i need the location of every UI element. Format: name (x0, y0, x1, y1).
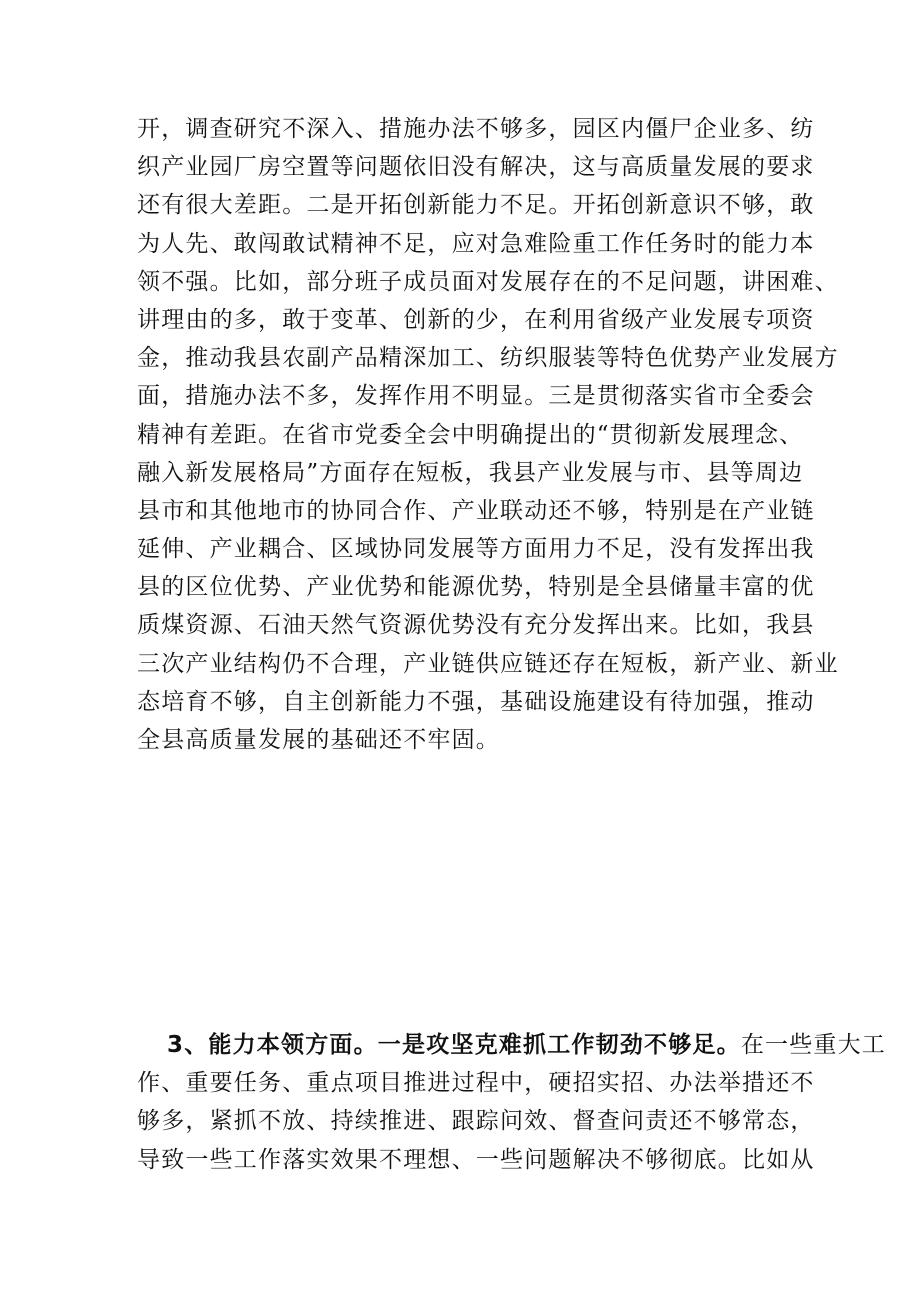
text-line: 为人先、敢闯敢试精神不足，应对急难险重工作任务时的能力本 (137, 230, 815, 257)
text-line: 态培育不够，自主创新能力不强，基础设施建设有待加强，推动 (137, 688, 815, 715)
text-line: 县的区位优势、产业优势和能源优势，特别是全县储量丰富的优 (137, 574, 815, 601)
text-line: 织产业园厂房空置等问题依旧没有解决，这与高质量发展的要求 (137, 154, 815, 181)
text-line: 开，调查研究不深入、措施办法不够多，园区内僵尸企业多、纺 (137, 116, 815, 142)
text-line-first (137, 1026, 887, 1064)
text-line: 质煤资源、石油天然气资源优势没有充分发挥出来。比如，我县 (137, 612, 815, 639)
text-line: 金，推动我县农副产品精深加工、纺织服装等特色优势产业发展方 (137, 345, 839, 372)
text-line: 作、重要任务、重点项目推进过程中，硬招实招、办法举措还不 (137, 1070, 815, 1097)
text-line: 县市和其他地市的协同合作、产业联动还不够，特别是在产业链 (137, 497, 815, 524)
text-line: 讲理由的多，敢于变革、创新的少，在利用省级产业发展专项资 (137, 306, 815, 333)
text-line: 融入新发展格局”方面存在短板，我县产业发展与市、县等周边 (137, 459, 804, 486)
text-line: 三次产业结构仍不合理，产业链供应链还存在短板，新产业、新业 (137, 650, 839, 677)
text-line: 够多，紧抓不放、持续推进、跟踪问效、督查问责还不够常态， (137, 1108, 815, 1135)
text-line: 面，措施办法不多，发挥作用不明显。三是贯彻落实省市全委会 (137, 383, 815, 410)
heading-line-rest: 在一些重大工 (740, 1032, 887, 1058)
text-line: 还有很大差距。二是开拓创新能力不足。开拓创新意识不够，敢 (137, 192, 815, 219)
text-line: 全县高质量发展的基础还不牢固。 (137, 727, 500, 753)
paragraph-1 (137, 110, 839, 759)
paragraph-2 (137, 1026, 887, 1179)
text-line: 精神有差距。在省市党委全会中明确提出的“贯彻新发展理念、 (137, 421, 804, 448)
text-line: 延伸、产业耦合、区域协同发展等方面用力不足，没有发挥出我 (137, 536, 815, 563)
text-line: 领不强。比如，部分班子成员面对发展存在的不足问题，讲困难、 (137, 268, 839, 295)
text-line: 导致一些工作落实效果不理想、一些问题解决不够彻底。比如从 (137, 1146, 815, 1173)
section-heading: 3、能力本领方面。一是攻坚克难抓工作韧劲不够足。 (167, 1032, 741, 1058)
